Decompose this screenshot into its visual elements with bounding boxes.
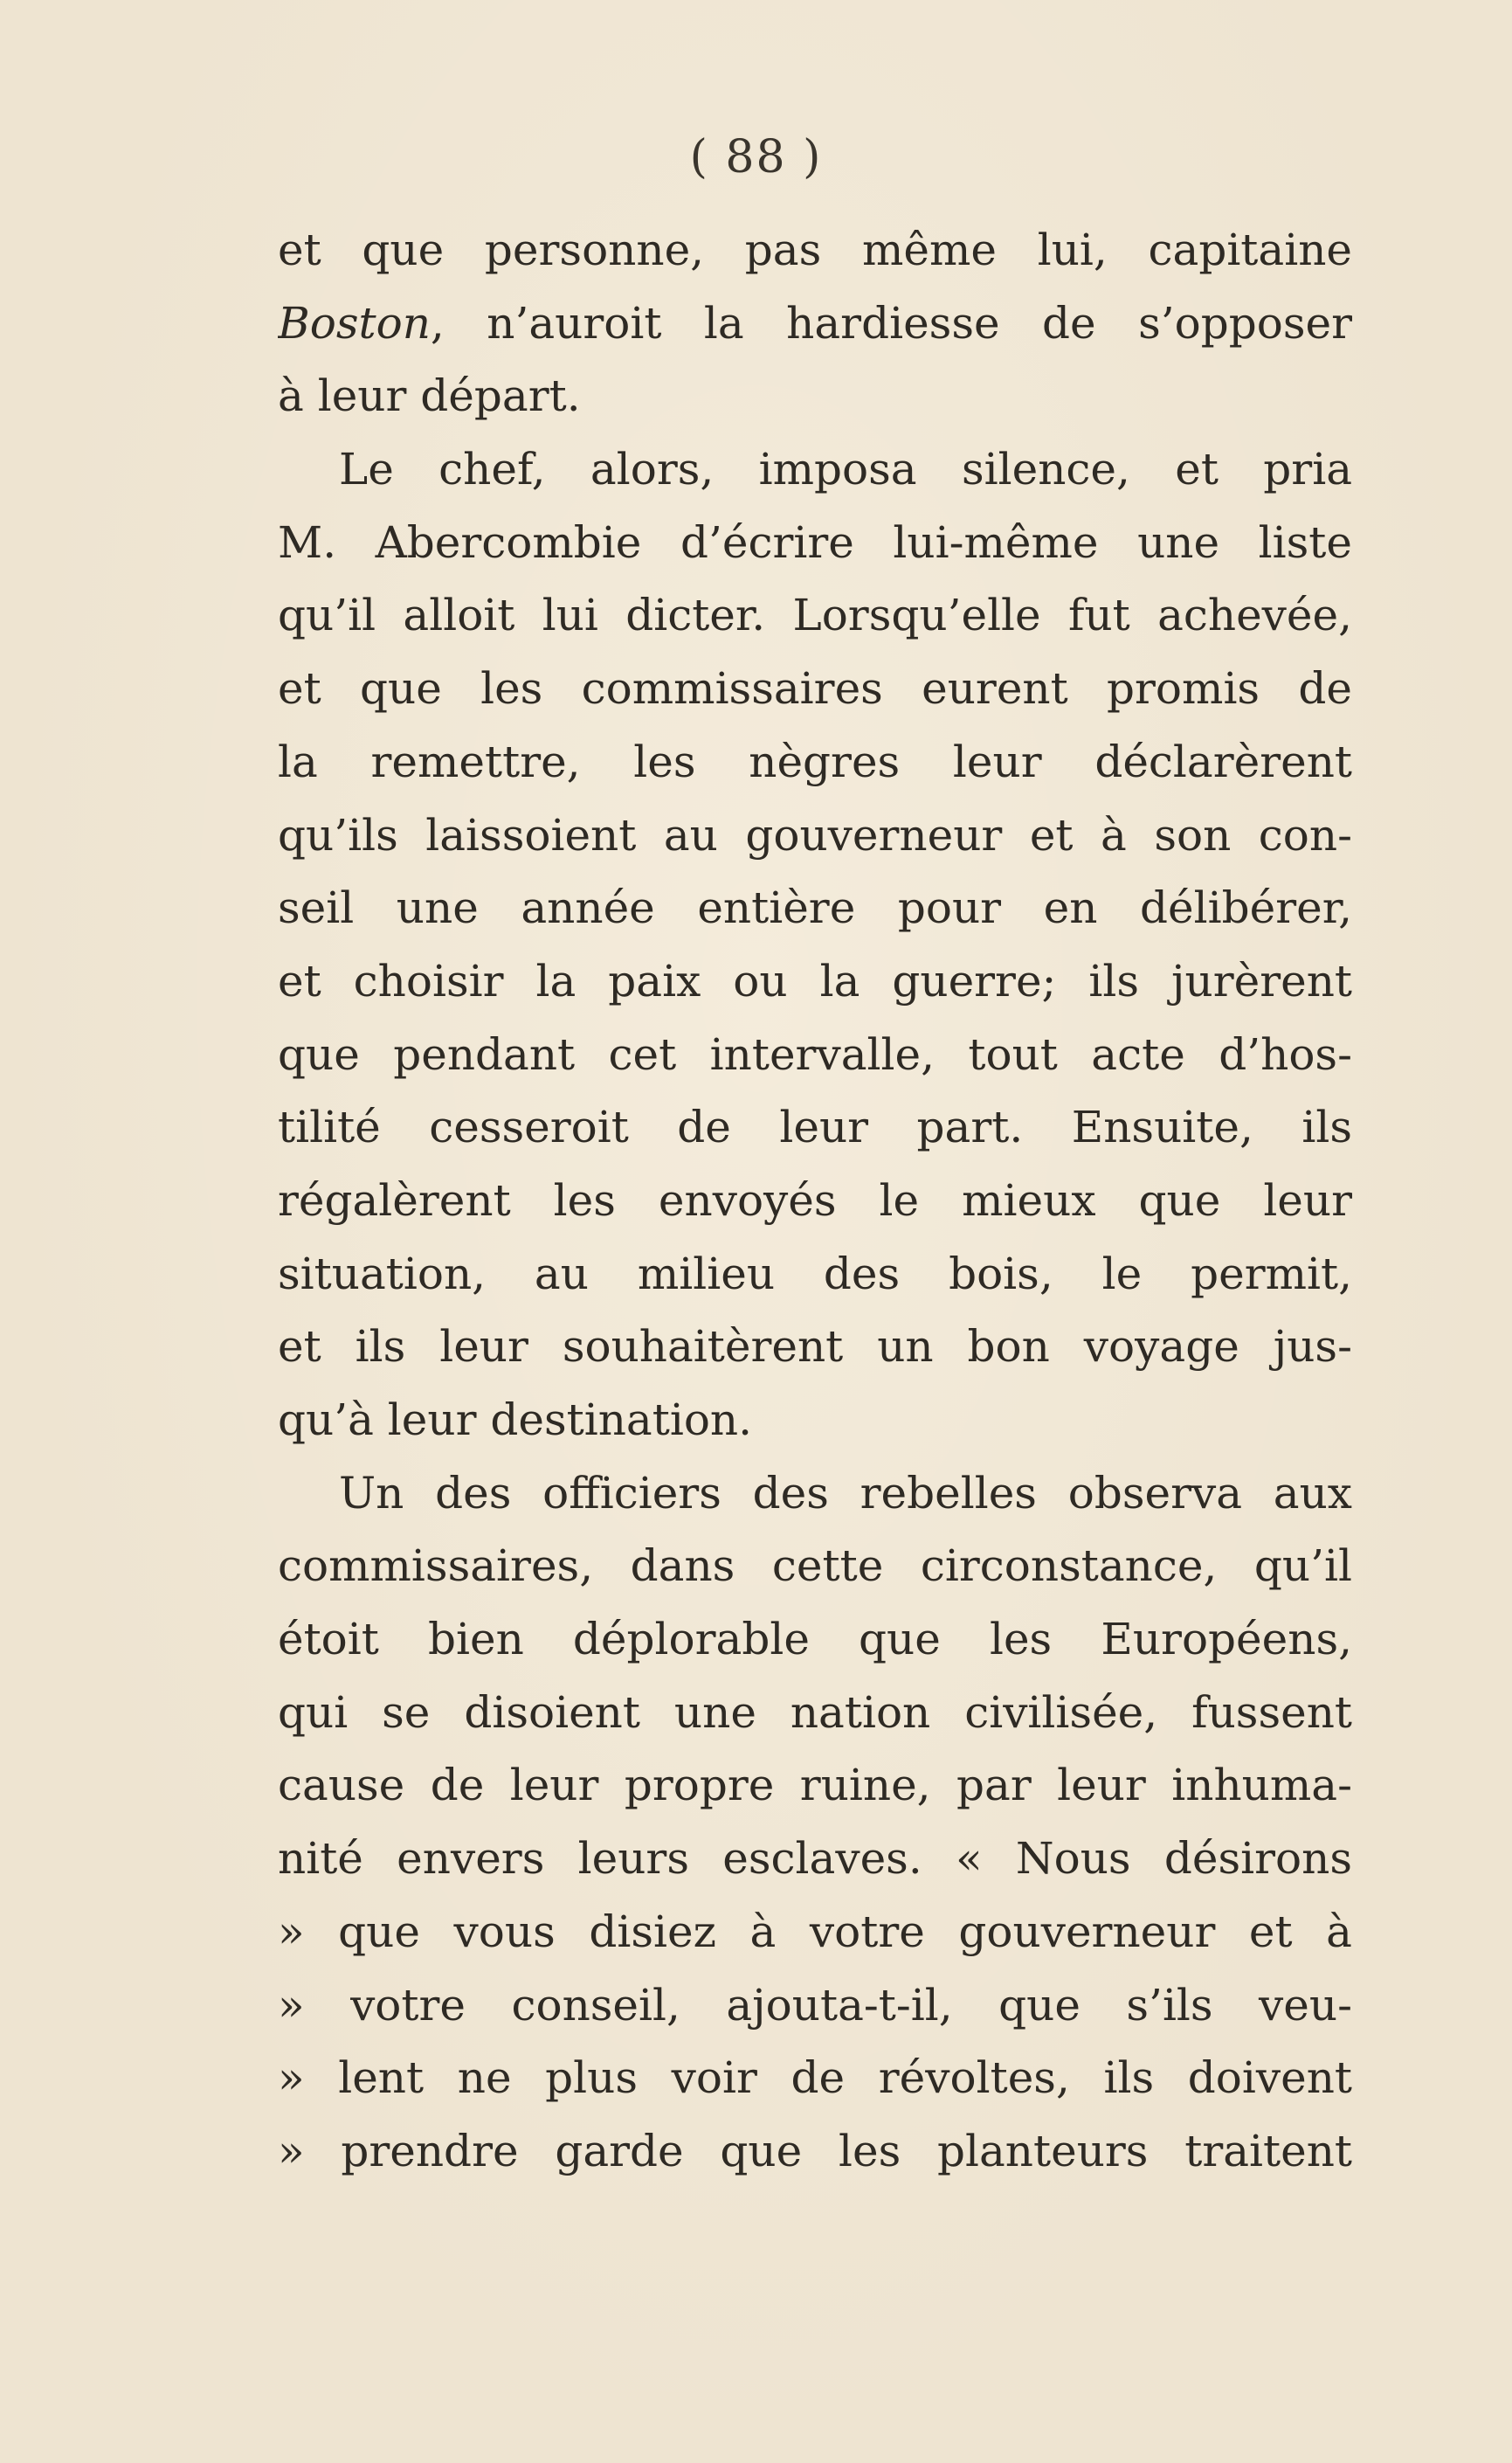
text-line: » que vous disiez à votre gouverneur et à [278, 1906, 1352, 1957]
text-line: qui se disoient une nation civilisée, fussent [278, 1686, 1352, 1738]
paragraph-start-line: Un des officiers des rebelles observa aux [339, 1467, 1352, 1519]
text-line: et ils leur souhaitèrent un bon voyage jus- [278, 1321, 1352, 1373]
text-line: qu’ils laissoient au gouverneur et à son con- [278, 809, 1352, 861]
text-line: » lent ne plus voir de révoltes, ils doivent [278, 2052, 1352, 2104]
text-line: M. Abercombie d’écrire lui-même une liste [278, 516, 1352, 568]
body-text [278, 214, 1352, 2189]
paragraph-start-line: Le chef, alors, imposa silence, et pria [339, 444, 1352, 495]
text-line: » votre conseil, ajouta-t-il, que s’ils veu- [278, 1979, 1352, 2031]
text-line: qu’à leur destination. [278, 1394, 753, 1445]
text-line: » prendre garde que les planteurs traitent [278, 2125, 1352, 2176]
text-line: cause de leur propre ruine, par leur inhuma- [278, 1760, 1352, 1811]
text-line: tilité cesseroit de leur part. Ensuite, ils [278, 1102, 1352, 1153]
text-line: la remettre, les nègres leur déclarèrent [278, 736, 1352, 787]
text-line: étoit bien déplorable que les Européens, [278, 1614, 1352, 1665]
text-line: seil une année entière pour en délibérer, [278, 882, 1352, 934]
ship-name: Boston [278, 297, 431, 349]
text-line: commissaires, dans cette circonstance, qu’il [278, 1540, 1352, 1592]
text-line [278, 287, 1352, 361]
text-line: à leur départ. [278, 370, 581, 422]
text-line: et choisir la paix ou la guerre; ils jurèrent [278, 955, 1352, 1007]
text-line: régalèrent les envoyés le mieux que leur [278, 1174, 1352, 1226]
text-line: situation, au milieu des bois, le permit, [278, 1248, 1352, 1299]
text-line: que pendant cet intervalle, tout acte d’hos- [278, 1028, 1352, 1080]
page-number: ( 88 ) [689, 131, 823, 183]
text-line-continuation: , n’auroit la hardiesse de s’opposer [430, 297, 1352, 349]
text-line: et que personne, pas même lui, capitaine [278, 225, 1352, 275]
text-line: qu’il alloit lui dicter. Lorsqu’elle fut achevée, [278, 590, 1352, 641]
text-line: nité envers leurs esclaves. « Nous désirons [278, 1833, 1352, 1885]
text-line: et que les commissaires eurent promis de [278, 663, 1352, 715]
